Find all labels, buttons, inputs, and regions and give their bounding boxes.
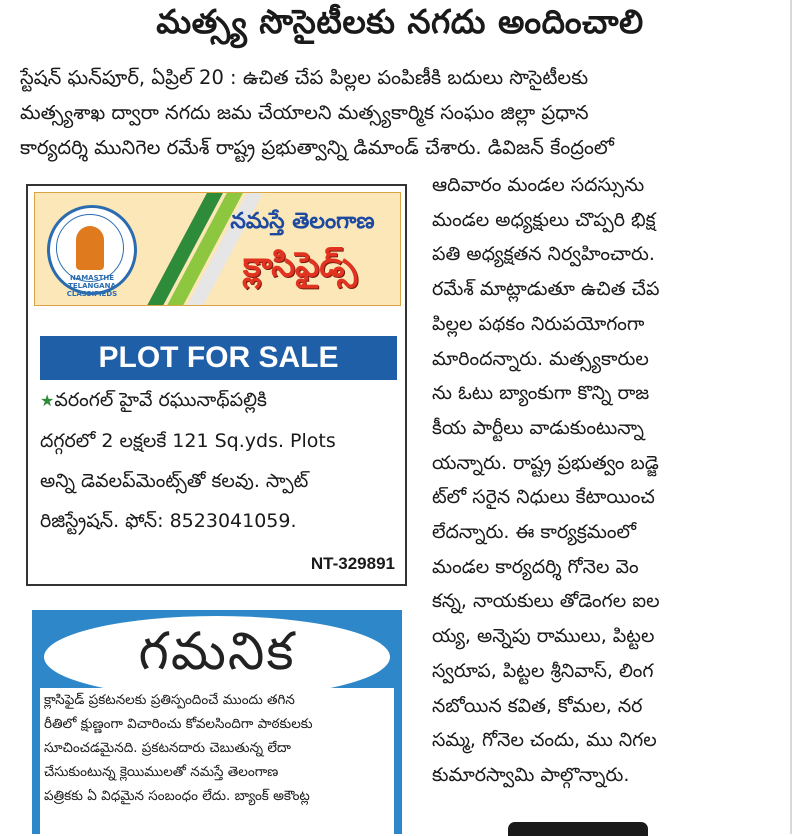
- banner-newspaper-name: నమస్తే తెలంగాణ: [230, 209, 375, 234]
- column-line: పతి అధ్యక్షతన నిర్వహించారు.: [432, 243, 655, 266]
- column-line: ను ఓటు బ్యాంకుగా కొన్ని రాజ: [432, 382, 650, 405]
- banner-classifieds-title: క్లాసిఫైడ్స్: [242, 245, 358, 285]
- column-line: స్వరూప, పిట్టల శ్రీనివాస్, లింగ: [432, 659, 654, 682]
- notice-line: రీతిలో క్షుణ్ణంగా విచారించు కోవలసిందిగా పాఠకులకు: [44, 716, 313, 732]
- lead-line: కార్యదర్శి మునిగెల రమేశ్ రాష్ట్ర ప్రభుత్వాన్ని డిమాండ్ చేశారు. డివిజన్ కేంద్రంలో: [20, 136, 614, 159]
- column-line: కుమారస్వామి పాల్గొన్నారు.: [432, 763, 630, 786]
- newspaper-seal-logo: [47, 205, 137, 298]
- column-line: మండల కార్యదర్శి గోనెల వెం: [432, 555, 639, 578]
- ad-code: NT-329891: [310, 554, 395, 573]
- column-line: ట్‌లో సరైన నిధులు కేటాయించ: [432, 486, 655, 509]
- notice-heading-oval: [44, 616, 390, 698]
- notice-line: పత్రికకు ఏ విధమైన సంబంధం లేదు. బ్యాంక్ అకౌంట్ల: [44, 788, 310, 804]
- classified-ad-text: [40, 380, 397, 541]
- notice-body: [40, 688, 394, 834]
- column-line: కీయ పార్టీలు వాడుకుంటున్నా: [432, 416, 644, 439]
- column-line: మండల అధ్యక్షులు చొప్పరి భిక్ష: [432, 208, 656, 231]
- ad-line: రిజిస్ట్రేషన్. ఫోన్: 8523041059.: [40, 510, 297, 532]
- star-icon: ★: [40, 391, 55, 410]
- ad-line: [40, 380, 397, 421]
- notice-heading: గమనిక: [138, 622, 296, 682]
- notice-box: [32, 610, 402, 834]
- column-line: సమ్మ, గోనెల చందు, ము నిగల: [432, 729, 657, 752]
- column-line: రమేశ్ మాట్లాడుతూ ఉచిత చేప: [432, 278, 660, 301]
- notice-line: క్లాసిఫైడ్ ప్రకటనలకు ప్రతిస్పందించే ముందు తగిన: [44, 692, 295, 708]
- lead-line: స్టేషన్ ఘన్‌పూర్, ఏప్రిల్ 20 : ఉచిత చేప పిల్లల పంపిణీకి బదులు సొసైటీలకు: [20, 66, 589, 89]
- column-line: యన్నారు. రాష్ట్ర ప్రభుత్వం బడ్జె: [432, 451, 659, 474]
- ad-line: దగ్గరలో 2 లక్షలకే 121 Sq.yds. Plots: [40, 430, 336, 452]
- article-lead: [20, 60, 772, 165]
- article-column: [432, 168, 768, 793]
- goddess-figure-icon: [76, 226, 104, 270]
- classifieds-banner: [34, 192, 401, 306]
- column-line: పిల్లల పథకం నిరుపయోగంగా: [432, 312, 645, 335]
- ad-line-text: వరంగల్ హైవే రఘునాథ్‌పల్లికి: [54, 389, 267, 411]
- notice-line: చేసుకుంటున్న క్లెయిములతో నమస్తే తెలంగాణ: [44, 764, 279, 780]
- lead-line: మత్స్యశాఖ ద్వారా నగదు జమ చేయాలని మత్స్యకార్మిక సంఘం జిల్లా ప్రధాన: [20, 101, 589, 124]
- column-line: నబోయిన కవిత, కోమల, నర: [432, 694, 643, 717]
- plot-for-sale-heading: PLOT FOR SALE: [40, 336, 397, 380]
- notice-line: సూచించడమైనది. ప్రకటనదారు చెబుతున్న లేదా: [44, 740, 291, 756]
- page-edge-rule: [790, 0, 792, 834]
- column-line: లేదన్నారు. ఈ కార్యక్రమంలో: [432, 521, 637, 544]
- column-line: మారిందన్నారు. మత్స్యకారుల: [432, 347, 649, 370]
- classified-ad-box: [26, 184, 407, 586]
- column-line: కన్న, నాయకులు తోడెంగల ఐల: [432, 590, 660, 613]
- seal-text: NAMASTHE TELANGANA CLASSIFIEDS: [66, 274, 118, 298]
- column-line: య్య, అన్నెపు రాములు, పిట్టల: [432, 625, 655, 648]
- ad-line: అన్ని డెవలప్‌మెంట్స్‌తో కలవు. స్పాట్: [40, 470, 309, 492]
- column-line: ఆదివారం మండల సదస్సును: [432, 174, 645, 196]
- article-headline: మత్స్య సొసైటీలకు నగదు అందించాలి: [156, 2, 644, 41]
